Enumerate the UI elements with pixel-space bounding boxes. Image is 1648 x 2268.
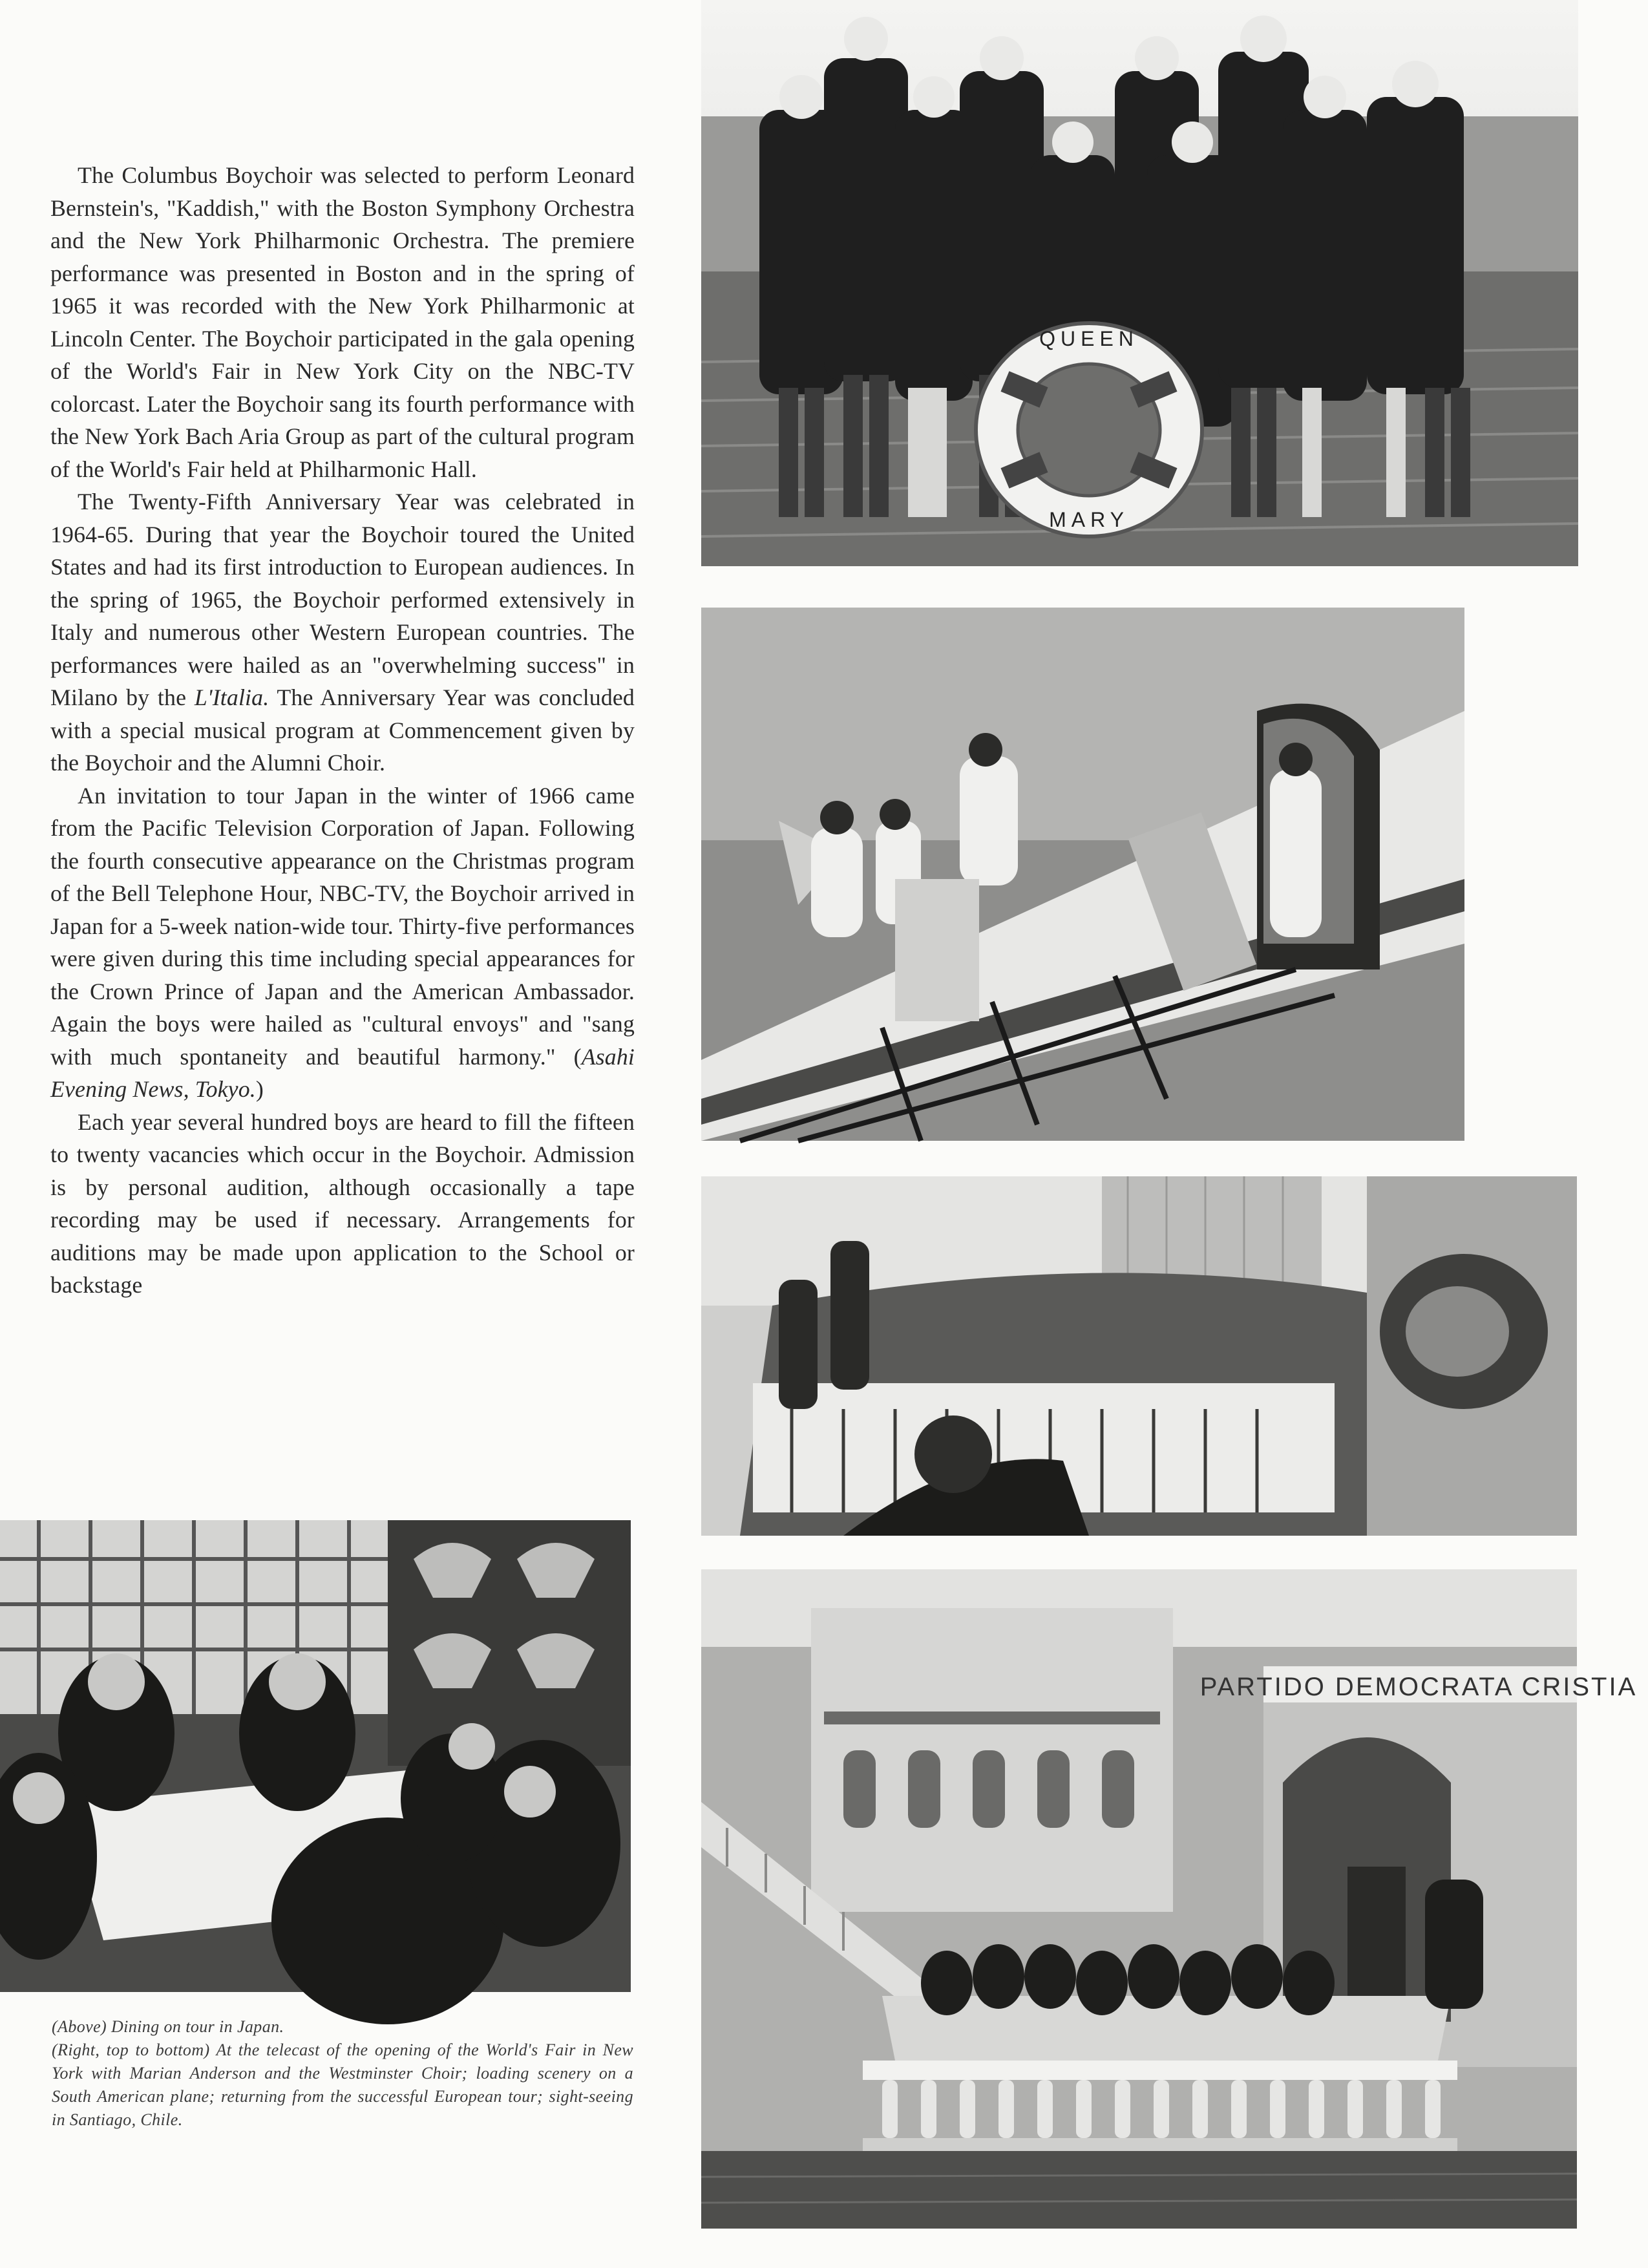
- paragraph-japan-tour-text: An invitation to tour Japan in the winter of 1966 came from the Pacific Television Corporation of Japan. Following the fourth consecutive appearance on the Christmas program of the Bell Telephone Hour, NBC-TV, the Boychoir arrived in Japan for a 5-week nation-wide tour. Thirty-five performances were given during this time including special appearances for the Crown Prince of Japan and the American Ambassador. Again the boys were hailed as "cultural envoys" and "sang with much spontaneity and beautiful harmony." (: [50, 782, 635, 1070]
- photo-loading-plane-image: [701, 608, 1464, 1141]
- paragraph-japan-tour-tail: ): [255, 1076, 264, 1102]
- photo-santiago-chile: [701, 1569, 1638, 2229]
- lifebuoy-top-text: QUEEN: [1039, 327, 1139, 350]
- photo-queen-mary-group: [701, 0, 1578, 566]
- lifebuoy-bottom-text: MARY: [1049, 508, 1129, 531]
- photo-worlds-fair-choir-image: [701, 1176, 1577, 1536]
- body-text-column: [50, 159, 635, 1302]
- photo-dining-japan-image: [0, 1520, 631, 1992]
- paragraph-anniversary-year-tail: The Anniversary Year was concluded with a special musical program at Commencement given by the Boychoir and the Alumni Choir.: [50, 684, 635, 776]
- photo-dining-japan: [0, 1520, 631, 1992]
- caption-above: (Above) Dining on tour in Japan.: [52, 2017, 284, 2036]
- paragraph-japan-tour: [50, 779, 635, 1106]
- caption-right: (Right, top to bottom) At the telecast of the opening of the World's Fair in New York with Marian Anderson and the Westminster Choir; loading scenery on a South American plane; returning from the successful European tour; sight-seeing in Santiago, Chile.: [52, 2040, 633, 2129]
- photo-captions: [52, 2015, 633, 2132]
- paragraph-auditions: Each year several hundred boys are heard to fill the fifteen to twenty vacancies which occur in the Boychoir. Admission is by personal audition, although occasionally a tape recording may be used if necessary. Arrangements for auditions may be made upon application to the School or backstage: [50, 1108, 635, 1298]
- photo-santiago-chile-image: [701, 1569, 1638, 2229]
- photo-worlds-fair-choir: [701, 1176, 1577, 1536]
- paragraph-anniversary-year-text: The Twenty-Fifth Anniversary Year was celebrated in 1964-65. During that year the Boychoir toured the United States and had its first introduction to European audiences. In the spring of 1965, the Boychoir performed extensively in Italy and numerous other Western European countries. The performances were hailed as an "overwhelming success" in Milano by the: [50, 489, 635, 710]
- photo-loading-plane: [701, 608, 1464, 1141]
- paragraph-anniversary-year: [50, 485, 635, 779]
- newspaper-title: Asahi Evening News, Tokyo.: [50, 1043, 635, 1102]
- photo-queen-mary-image: [701, 0, 1578, 566]
- paragraph-bernstein-kaddish: The Columbus Boychoir was selected to perform Leonard Bernstein's, "Kaddish," with the Boston Symphony Orchestra and the New York Philharmonic Orchestra. The premiere performance was presented in Boston and in the spring of 1965 it was recorded with the New York Philharmonic at Lincoln Center. The Boychoir participated in the gala opening of the World's Fair in New York City on the NBC-TV colorcast. Later the Boychoir sang its fourth performance with the New York Bach Aria Group as part of the cultural program of the World's Fair held at Philharmonic Hall.: [50, 162, 635, 482]
- banner-text: PARTIDO DEMOCRATA CRISTIA: [1199, 1673, 1638, 1701]
- publication-title: L'Italia.: [194, 684, 269, 710]
